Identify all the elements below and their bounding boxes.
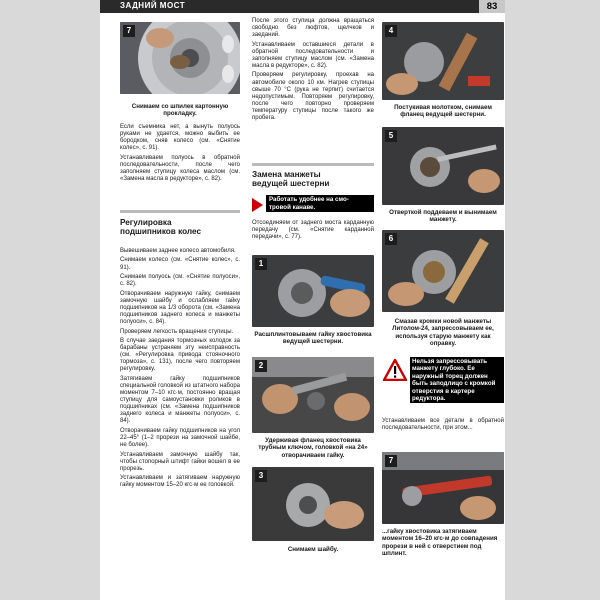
paragraph: Отворачиваем гайку подшипников на угол 22–45° (1–2 прорези на замочной шайбе, не более).: [120, 427, 240, 449]
wheel-hub-illustration: [120, 22, 240, 94]
book-page: [100, 0, 505, 600]
warning-icon: [383, 359, 407, 381]
section-heading: Регулировка подшипников колес: [120, 218, 201, 237]
paragraph: Отворачиваем наружную гайку, снимаем замочную шайбу и ослабляем гайку подшипников на 1/3 оборота (см. «Замена подшипников заднего колеса и манжеты полуоси», с. 84).: [120, 290, 240, 326]
photo-step-3: [252, 467, 374, 541]
pipe-wrench-illustration: [252, 357, 374, 433]
paragraph: Устанавливаем все детали в обратной последовательности, при этом...: [382, 418, 504, 432]
step-badge: 7: [385, 455, 397, 467]
step-badge: 1: [255, 258, 267, 270]
step-badge: 5: [385, 130, 397, 142]
paragraph: Проверяем регулировку, проехав на автомобиле около 10 км. Нагрев ступицы свыше 70 °С (рука не терпит) считается недопустимым. Повторяем регулировку, после чего повторно проверяем температуру ступицы после такого же пробега.: [252, 72, 374, 121]
paragraph: Если съемника нет, а вынуть полуось руками не удается, можно выбить ее бородком, сняв колесо (см. «Снятие колес», с. 91).: [120, 124, 240, 152]
warning-text: Нельзя запрессовывать манжету глубоко. Ее наружный торец должен быть заподлицо с кромкой отверстия в картере редуктора.: [410, 357, 504, 403]
photo-caption: Постукивая молотком, снимаем фланец ведущей шестерни.: [394, 104, 492, 119]
photo-caption: Удерживая фланец хвостовика трубным ключом, головкой «на 24» отворачиваем гайку.: [258, 437, 368, 459]
torque-wrench-illustration: [382, 452, 504, 524]
paragraph: Устанавливаем оставшиеся детали в обратной последовательности и заполняем ступицу маслом (см. «Замена масла в редукторе», с. 82).: [252, 41, 374, 69]
heading-rule: [252, 163, 374, 166]
tip-callout: Работать удобнее на смо- тровой канаве.: [266, 195, 374, 212]
paragraph: Устанавливаем и затягиваем наружную гайку моментом 15–20 кгс·м ее головкой.: [120, 475, 240, 489]
section-heading: Замена манжеты ведущей шестерни: [252, 170, 330, 189]
pinion-nut-illustration: [252, 255, 374, 327]
photo-step-2: [252, 357, 374, 433]
seal-press-illustration: [382, 230, 504, 312]
paragraph: Отсоединяем от заднего моста карданную передачу (см. «Снятие карданной передачи», с. 77).: [252, 220, 374, 241]
photo-caption: ...гайку хвостовика затягиваем моментом 16–20 кгс·м до совпадения прорези в ней с отверстием под шплинт.: [382, 528, 498, 558]
paragraph: После этого ступица должна вращаться свободно без люфтов, щелчков и заеданий.: [252, 18, 374, 39]
photo-step-6: [382, 230, 504, 312]
photo-step-1: [252, 255, 374, 327]
step-badge: 3: [255, 470, 267, 482]
paragraph: В случае заедания тормозных колодок за барабаны устраняем эту неисправность (см. «Регулировка привода стояночного тормоза», с. 131), после чего повторяем регулировку.: [120, 337, 240, 373]
photo-caption: Снимаем шайбу.: [287, 546, 339, 553]
paragraph: Проверяем легкость вращения ступицы.: [120, 328, 234, 335]
text-block: [120, 248, 240, 492]
step-badge: 4: [385, 25, 397, 37]
step-badge: 7: [123, 25, 135, 37]
heading-rule: [120, 210, 240, 213]
paragraph: Устанавливаем полуось в обратной последовательности, после чего заполняем ступицу колеса маслом (см. «Замена масла в редукторе», с. 82).: [120, 154, 240, 183]
paragraph: Затягиваем гайку подшипников специальной головкой из штатного набора моментом 7–10 кгс·м, постоянно вращая ступицу для самоустановки роликов в подшипниках (см. «Замена подшипников заднего колеса и манжеты полуоси», с. 84).: [120, 375, 240, 425]
photo-step-5: [382, 127, 504, 205]
step-badge: 2: [255, 360, 267, 372]
photo-caption: Смазав кромки новой манжеты Литолом-24, запрессовываем ее, используя старую манжету как оправку.: [392, 318, 494, 348]
photo-caption: Расшплинтовываем гайку хвостовика ведущей шестерни.: [254, 331, 372, 346]
section-title: ЗАДНИЙ МОСТ: [120, 1, 186, 10]
paragraph: Снимаем полуось (см. «Снятие полуоси», с. 82).: [120, 274, 240, 288]
arrow-icon: [252, 198, 263, 212]
screwdriver-illustration: [382, 127, 504, 205]
photo-wheel-gasket: [120, 22, 240, 94]
photo-step-4: [382, 22, 504, 100]
text-block: [252, 18, 374, 124]
paragraph: Вывешиваем заднее колесо автомобиля.: [120, 248, 236, 254]
photo-caption: Отверткой поддеваем и вынимаем манжету.: [389, 209, 497, 224]
warning-box: [382, 355, 504, 413]
step-badge: 6: [385, 233, 397, 245]
washer-illustration: [252, 467, 374, 541]
page-number: 83: [479, 0, 505, 13]
paragraph: Устанавливаем замочную шайбу так, чтобы стопорный штифт гайки вошел в ее прорезь.: [120, 451, 240, 472]
text-block: [382, 418, 504, 435]
text-block: [120, 124, 240, 186]
page-header: [100, 0, 505, 13]
text-block: [252, 220, 374, 244]
photo-step-7: [382, 452, 504, 524]
photo-caption: Снимаем со шпилек картонную прокладку.: [131, 103, 229, 118]
paragraph: Снимаем колесо (см. «Снятие колес», с. 91).: [120, 257, 240, 271]
hammer-illustration: [382, 22, 504, 100]
